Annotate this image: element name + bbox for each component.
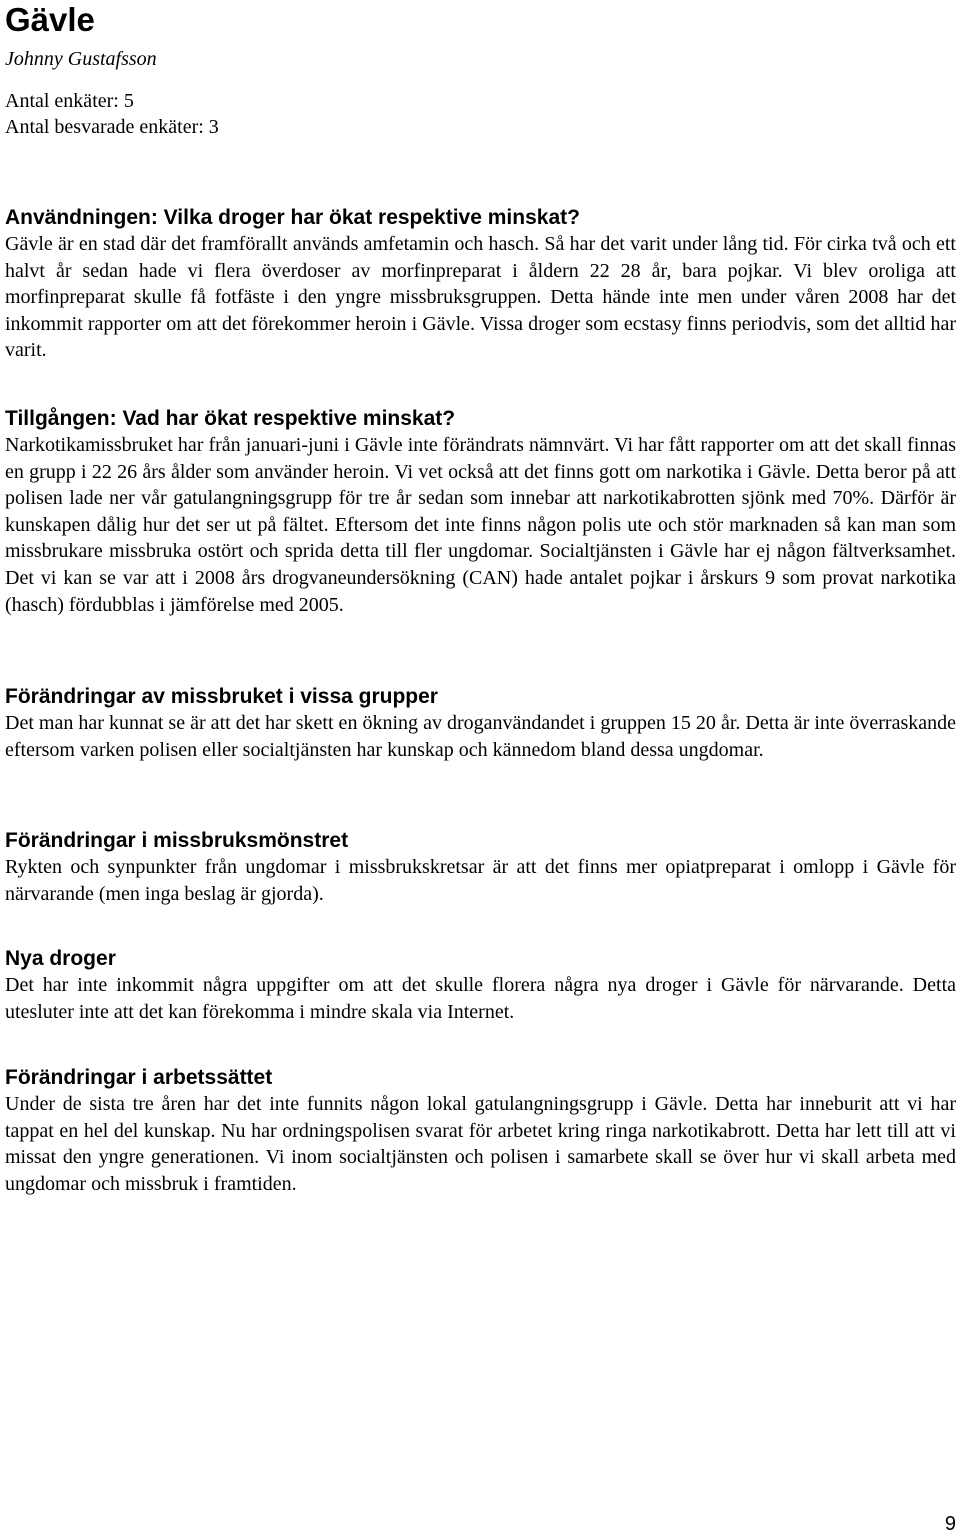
section-heading: Förändringar av missbruket i vissa grupper: [5, 685, 438, 708]
section-group-changes: [5, 684, 956, 763]
section-heading: Förändringar i missbruksmönstret: [5, 829, 349, 852]
document-page: [5, 0, 956, 1195]
author-name: Johnny Gustafsson: [5, 48, 157, 70]
section-heading: Nya droger: [5, 947, 116, 970]
section-text: Det har inte inkommit några uppgifter om att det skulle florera några nya droger i Gävle för närvarande. Detta utesluter inte att det kan förekomma i mindre skala via Internet.: [5, 974, 956, 1023]
section-text: Gävle är en stad där det framförallt används amfetamin och hasch. Så har det varit under lång tid. För cirka två och ett halvt år sedan hade vi flera överdoser av morfinpreparat i åldern 22 28 år, bara pojkar. Vi blev oroliga att morfinpreparat skulle få fotfäste i den yngre missbruksgruppen. Detta hände inte men under våren 2008 har det inkommit rapporter om att det förekommer heroin i Gävle. Vissa droger som ecstasy finns periodvis, som det alltid har varit.: [5, 233, 956, 362]
section-text: Rykten och synpunkter från ungdomar i missbrukskretsar är att det finns mer opiatpreparat i omlopp i Gävle för närvarande (men inga beslag är gjorda).: [5, 856, 956, 905]
survey-count: Antal enkäter: 5: [5, 90, 134, 112]
section-text: Under de sista tre åren har det inte funnits någon lokal gatulangningsgrupp i Gävle. Detta har inneburit att vi har tappat en hel del kunskap. Nu har ordningspolisen svarat för arbetet kring ringa narkotikabrott. Detta har lett till att vi missat den yngre generationen. Vi inom socialtjänsten och polisen i samarbete skall se över hur vi skall arbeta med ungdomar och missbruk i framtiden.: [5, 1093, 956, 1195]
section-text: Narkotikamissbruket har från januari-juni i Gävle inte förändrats nämnvärt. Vi har fått rapporter om att det skall finnas en grupp i 22 26 års ålder som använder heroin. Vi vet också att det finns gott om narkotika i Gävle. Detta beror på att polisen lade ner vår gatulangningsgrupp för tre år sedan som innebar att narkotikabrotten sjönk med 70%. Därför är kunskapen dålig hur det ser ut på fältet. Eftersom det inte finns någon polis ute och stör marknaden så kan man som missbrukare missbruka ostört och sprida detta till fler ungdomar. Socialtjänsten i Gävle har ej någon fältverksamhet. Det vi kan se var att i 2008 års drogvaneundersökning (CAN) hade antalet pojkar i årskurs 9 som provat narkotika (hasch) fördubblas i jämförelse med 2005.: [5, 434, 956, 616]
section-work-changes: [5, 1065, 956, 1197]
section-text: Det man har kunnat se är att det har skett en ökning av droganvändandet i gruppen 15 20 år. Detta är inte överraskande eftersom varken polisen eller socialtjänsten har kunskap och kännedom bland dessa ungdomar.: [5, 712, 956, 761]
section-heading: Tillgången: Vad har ökat respektive minskat?: [5, 407, 456, 430]
section-new-drugs: [5, 946, 956, 1025]
section-availability: [5, 406, 956, 618]
section-pattern-changes: [5, 828, 956, 907]
section-heading: Användningen: Vilka droger har ökat respektive minskat?: [5, 206, 580, 229]
page-number: 9: [944, 1513, 956, 1535]
document-title: Gävle: [5, 1, 95, 38]
answered-survey-count: Antal besvarade enkäter: 3: [5, 116, 219, 138]
section-heading: Förändringar i arbetssättet: [5, 1066, 273, 1089]
section-usage: [5, 205, 956, 364]
